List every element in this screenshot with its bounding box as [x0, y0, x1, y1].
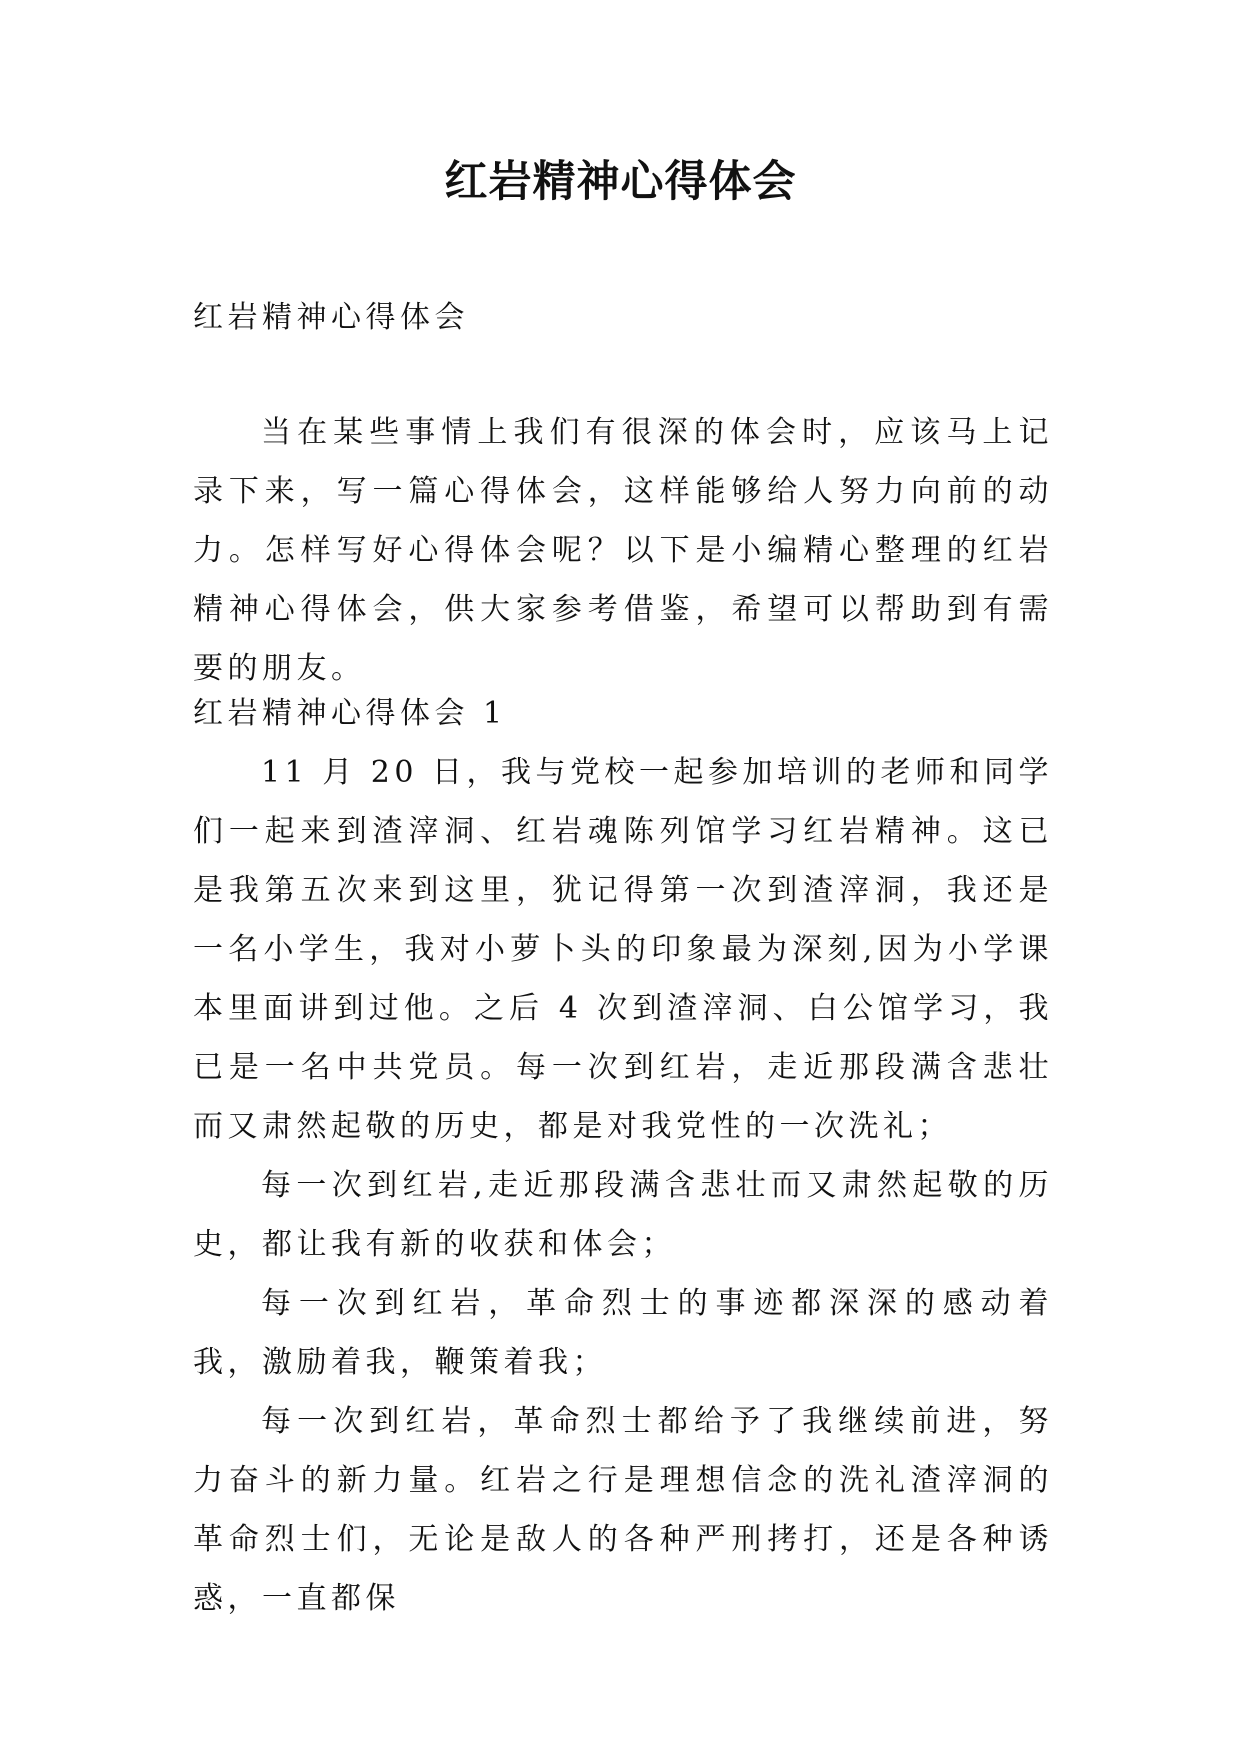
section-heading: 红岩精神心得体会 1 — [193, 696, 507, 731]
section-paragraph-2: 每一次到红岩,走近那段满含悲壮而又肃然起敬的历史，都让我有新的收获和体会； — [193, 1168, 1053, 1262]
section-paragraph-1: 11 月 20 日，我与党校一起参加培训的老师和同学们一起来到渣滓洞、红岩魂陈列馆学习红岩精神。这已是我第五次来到这里，犹记得第一次到渣滓洞，我还是一名小学生，我对小萝卜头的印象最为深刻,因为小学课本里面讲到过他。之后 4 次到渣滓洞、白公馆学习，我已是一名中共党员。每一次到红岩，走近那段满含悲壮而又肃然起敬的历史，都是对我党性的一次洗礼； — [193, 755, 1053, 1144]
intro-paragraph: 当在某些事情上我们有很深的体会时，应该马上记录下来，写一篇心得体会，这样能够给人努力向前的动力。怎样写好心得体会呢？以下是小编精心整理的红岩精神心得体会，供大家参考借鉴，希望可以帮助到有需要的朋友。 — [193, 415, 1053, 686]
section-1 — [193, 684, 1053, 1628]
page-title: 红岩精神心得体会 — [444, 157, 797, 207]
section-paragraph-4: 每一次到红岩，革命烈士都给予了我继续前进，努力奋斗的新力量。红岩之行是理想信念的洗礼渣滓洞的革命烈士们，无论是敌人的各种严刑拷打，还是各种诱惑，一直都保 — [193, 1404, 1053, 1616]
document-subtitle: 红岩精神心得体会 — [193, 300, 469, 335]
section-paragraph-3: 每一次到红岩，革命烈士的事迹都深深的感动着我，激励着我，鞭策着我； — [193, 1286, 1053, 1380]
